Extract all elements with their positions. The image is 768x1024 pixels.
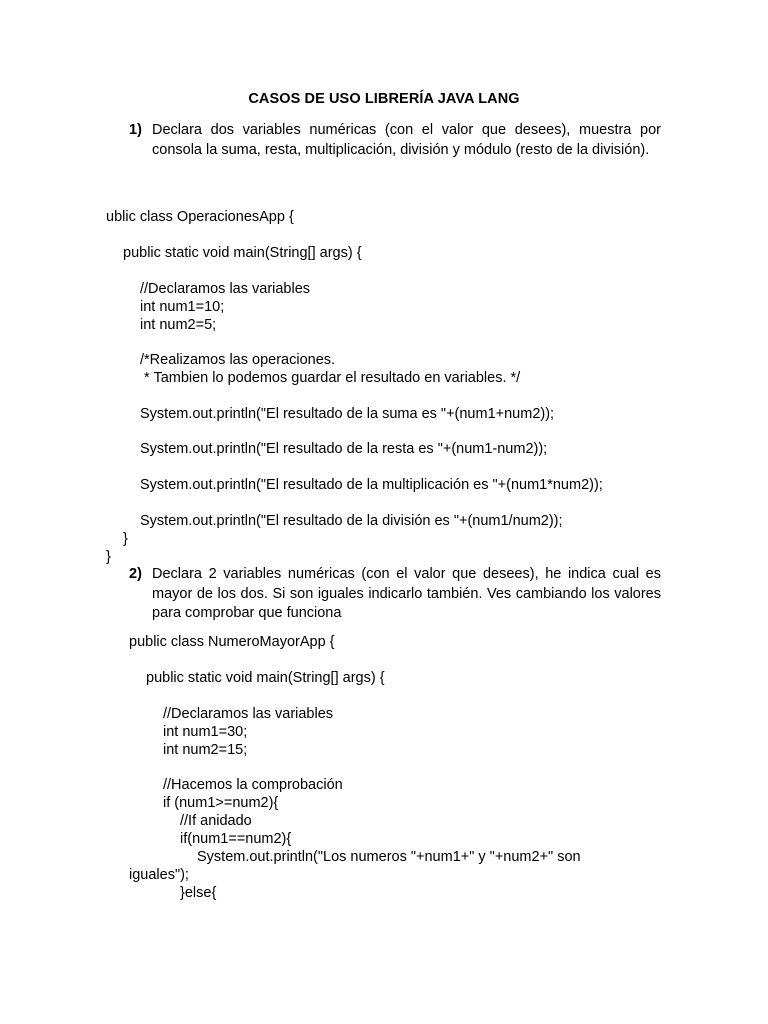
section-2-text: Declara 2 variables numéricas (con el valor que desees), he indica cual es mayor de los dos. Si son iguales indicarlo también. Ves cambiando los valores para comprobar que funciona [152,566,661,621]
code-line: } [106,549,111,565]
code-line: int num2=15; [163,742,248,758]
code-line: System.out.println("El resultado de la resta es "+(num1-num2)); [140,441,548,457]
code-line: if(num1==num2){ [180,831,292,847]
section-1-text: Declara dos variables numéricas (con el valor que desees), muestra por consola la suma, resta, multiplicación, división y módulo (resto de la división). [152,122,661,158]
code-line: public static void main(String[] args) { [146,670,385,686]
code-line: /*Realizamos las operaciones. [140,352,336,368]
code-line: ublic class OperacionesApp { [106,209,294,225]
code-line: System.out.println("Los numeros "+num1+" y "+num2+" son [197,849,581,865]
code-line: int num1=10; [140,299,225,315]
code-line: //Declaramos las variables [140,281,311,297]
code-line: int num2=5; [140,317,217,333]
code-line: * Tambien lo podemos guardar el resultado en variables. */ [140,370,521,386]
code-line: System.out.println("El resultado de la división es "+(num1/num2)); [140,513,563,529]
code-line: System.out.println("El resultado de la multiplicación es "+(num1*num2)); [140,477,603,493]
document-title: CASOS DE USO LIBRERÍA JAVA LANG [248,91,520,107]
code-line: public class NumeroMayorApp { [129,634,335,650]
code-line: iguales"); [129,867,189,883]
code-line: if (num1>=num2){ [163,795,279,811]
section-1-number: 1) [129,122,142,138]
code-line: System.out.println("El resultado de la suma es "+(num1+num2)); [140,406,555,422]
code-line: //If anidado [180,813,252,829]
code-line: public static void main(String[] args) { [123,245,362,261]
code-line: }else{ [180,885,217,901]
code-line: //Hacemos la comprobación [163,777,343,793]
code-line: //Declaramos las variables [163,706,334,722]
section-2-number: 2) [129,566,142,582]
code-line: int num1=30; [163,724,248,740]
code-line: } [123,531,128,547]
